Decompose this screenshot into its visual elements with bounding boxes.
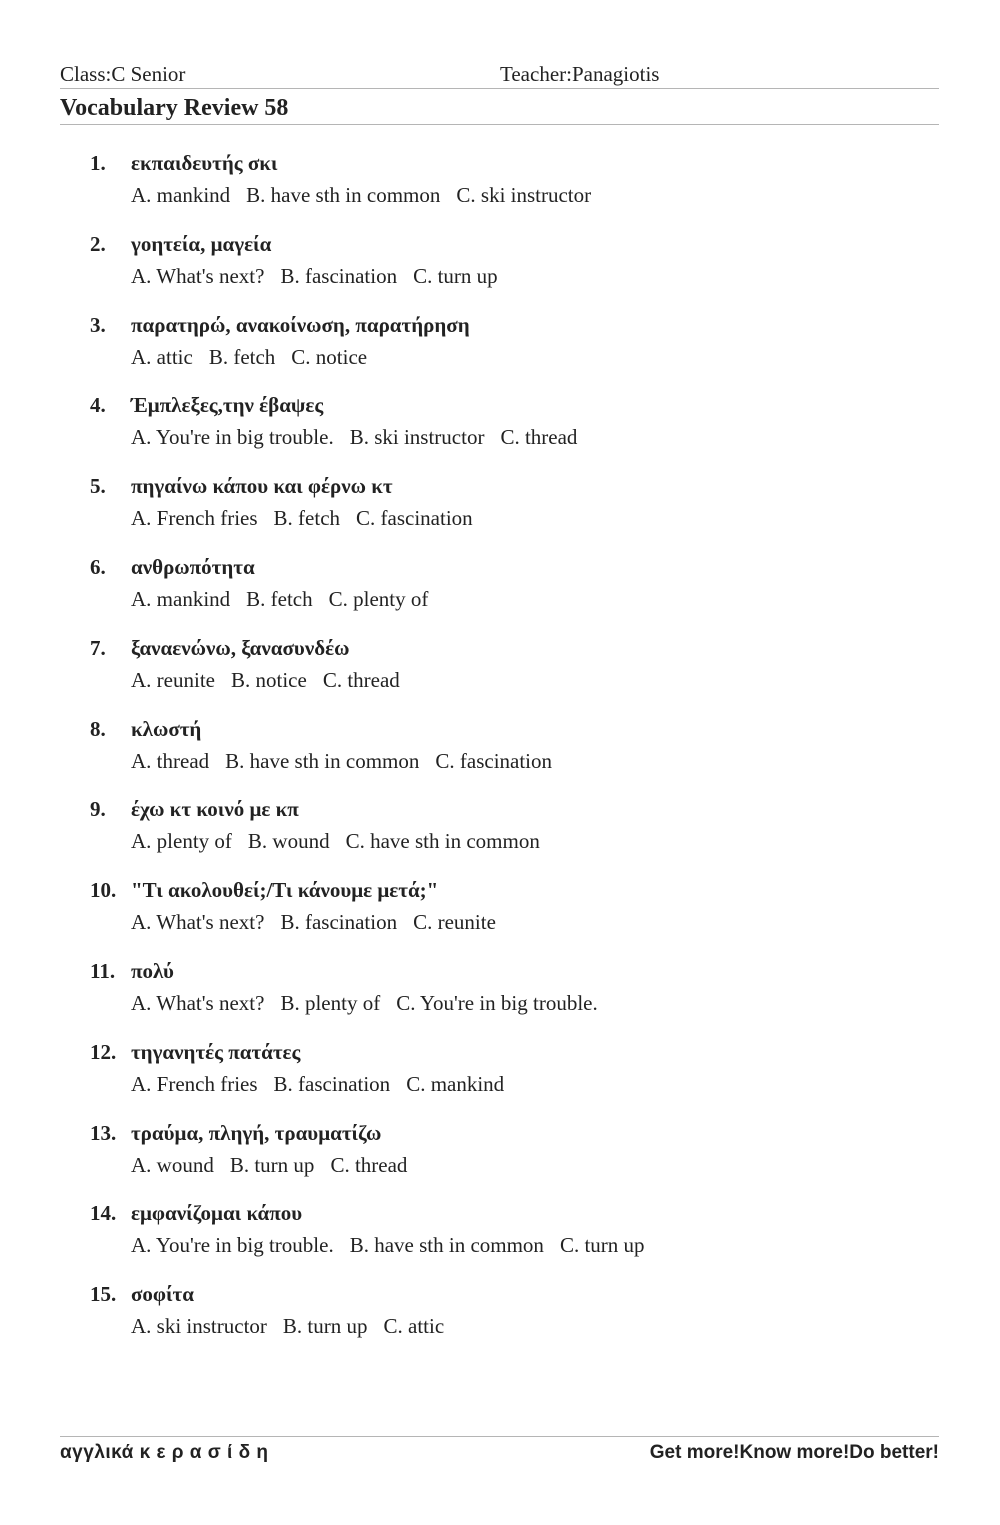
answer-option[interactable]: B. fascination [273,1071,391,1096]
answer-options [131,988,614,1018]
question-number: 6. [90,554,106,579]
question-item [0,390,1000,471]
title-row [60,93,939,125]
answer-option[interactable]: C. turn up [413,263,498,288]
answer-option[interactable]: B. fetch [273,506,341,531]
question-number: 15. [90,1282,117,1307]
answer-option[interactable]: C. have sth in common [345,829,540,854]
answer-options [131,584,444,614]
answer-options [131,665,416,695]
question-prompt: έχω κτ κοινό με κπ [131,797,299,822]
answer-options [131,746,568,776]
answer-option[interactable]: C. You're in big trouble. [396,990,598,1015]
question-number: 4. [90,393,106,418]
answer-option[interactable]: C. thread [330,1152,408,1177]
answer-option[interactable]: B. notice [230,667,307,692]
answer-option[interactable]: B. have sth in common [246,183,441,207]
question-prompt: ξαναενώνω, ξανασυνδέω [131,635,350,660]
answer-option[interactable]: B. fascination [280,910,398,935]
answer-option[interactable]: B. turn up [229,1152,315,1177]
question-number: 3. [90,312,106,337]
question-number: 8. [90,716,106,741]
question-prompt: Έμπλεξες,την έβαψες [131,393,324,418]
question-number: 5. [90,474,106,499]
answer-option[interactable]: A. thread [131,748,210,773]
question-item [0,633,1000,714]
question-item [0,471,1000,552]
answer-options [131,1150,423,1180]
answer-option[interactable]: B. have sth in common [349,1233,544,1258]
answer-option[interactable]: B. wound [247,829,330,854]
question-number: 12. [90,1039,117,1064]
header-row [60,62,939,89]
answer-option[interactable]: C. thread [322,667,400,692]
answer-option[interactable]: B. fascination [280,263,398,288]
footer-brand: αγγλικά κ ε ρ α σ ί δ η [60,1442,269,1463]
question-prompt: ανθρωπότητα [131,554,255,579]
answer-option[interactable]: A. ski instructor [131,1314,267,1339]
answer-option[interactable]: C. thread [500,425,578,450]
answer-options [131,180,607,210]
answer-option[interactable]: B. fetch [208,344,276,369]
answer-option[interactable]: C. fascination [435,748,553,773]
question-item [0,1279,1000,1360]
question-prompt: πολύ [131,958,174,983]
page-title: Vocabulary Review 58 [60,95,289,121]
footer [60,1436,939,1477]
answer-options [131,422,593,452]
question-item [0,794,1000,875]
question-prompt: πηγαίνω κάπου και φέρνω κτ [131,474,393,499]
question-prompt: εμφανίζομαι κάπου [131,1201,303,1226]
answer-option[interactable]: A. mankind [131,183,231,207]
question-number: 7. [90,635,106,660]
answer-option[interactable]: A. French fries [131,506,258,531]
answer-option[interactable]: A. What's next? [131,910,265,935]
question-prompt: εκπαιδευτής σκι [131,151,278,175]
question-item [0,1198,1000,1279]
question-prompt: σοφίτα [131,1282,194,1307]
answer-options [131,1069,520,1099]
answer-option[interactable]: C. mankind [406,1071,505,1096]
answer-option[interactable]: B. plenty of [280,990,381,1015]
question-item [0,552,1000,633]
answer-option[interactable]: A. wound [131,1152,214,1177]
answer-option[interactable]: A. What's next? [131,263,265,288]
question-item [0,714,1000,795]
question-prompt: γοητεία, μαγεία [131,231,272,256]
question-item [0,310,1000,391]
question-prompt: κλωστή [131,716,202,741]
answer-option[interactable]: A. attic [131,344,193,369]
question-prompt: "Τι ακολουθεί;/Τι κάνουμε μετά;" [131,878,439,903]
answer-options [131,503,489,533]
answer-options [131,907,512,937]
answer-option[interactable]: C. notice [291,344,368,369]
teacher-label: Teacher:Panagiotis [500,62,660,86]
answer-option[interactable]: B. ski instructor [349,425,485,450]
answer-option[interactable]: C. fascination [356,506,473,531]
question-prompt: τραύμα, πληγή, τραυματίζω [131,1120,382,1145]
answer-options [131,826,556,856]
question-number: 11. [90,958,116,983]
answer-option[interactable]: C. ski instructor [456,183,592,207]
answer-option[interactable]: C. attic [383,1314,445,1339]
answer-option[interactable]: A. French fries [131,1071,258,1096]
question-item [0,229,1000,310]
answer-option[interactable]: A. plenty of [131,829,232,854]
question-prompt: τηγανητές πατάτες [131,1039,301,1064]
answer-option[interactable]: A. What's next? [131,990,265,1015]
question-number: 13. [90,1120,117,1145]
question-number: 9. [90,797,106,822]
answer-option[interactable]: C. plenty of [328,586,429,611]
answer-option[interactable]: A. You're in big trouble. [131,425,334,450]
answer-option[interactable]: B. turn up [282,1314,368,1339]
answer-option[interactable]: A. You're in big trouble. [131,1233,334,1258]
answer-option[interactable]: B. have sth in common [225,748,420,773]
question-number: 2. [90,231,106,256]
answer-options [131,261,514,291]
answer-options [131,342,383,372]
question-item [0,875,1000,956]
class-label: Class:C Senior [60,62,186,86]
footer-slogan: Get more!Know more!Do better! [649,1442,939,1463]
answer-option[interactable]: A. reunite [131,667,215,692]
question-number: 1. [90,151,106,175]
question-item [0,956,1000,1037]
answer-options [131,1230,661,1260]
question-number: 14. [90,1201,117,1226]
answer-option[interactable]: C. turn up [559,1233,645,1258]
answer-option[interactable]: C. reunite [413,910,496,935]
question-item [0,148,1000,229]
question-item [0,1118,1000,1199]
answer-option[interactable]: B. fetch [246,586,313,611]
answer-option[interactable]: A. mankind [131,586,231,611]
question-list [0,148,1000,1360]
question-prompt: παρατηρώ, ανακοίνωση, παρατήρηση [131,312,470,337]
question-item [0,1037,1000,1118]
question-number: 10. [90,878,117,903]
answer-options [131,1311,460,1341]
